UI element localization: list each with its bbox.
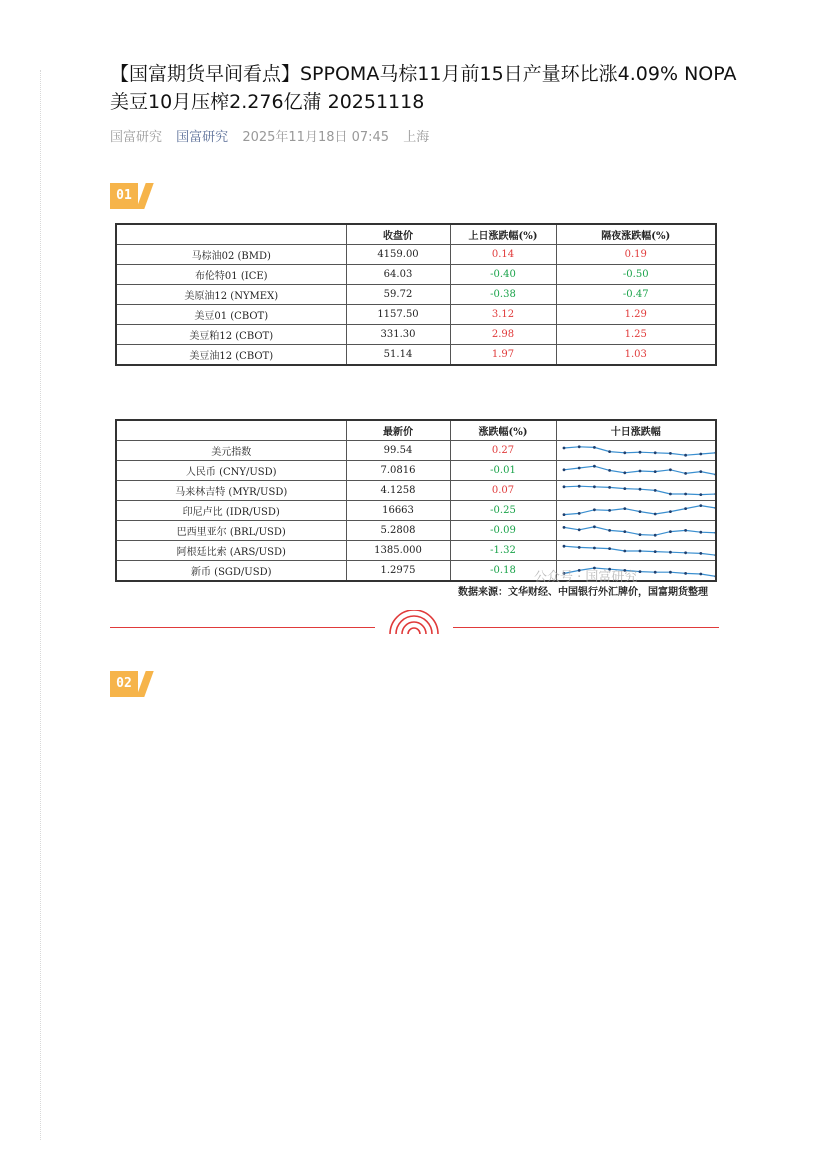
- sparkline-point: [577, 512, 580, 515]
- latest-price: 5.2808: [346, 521, 450, 541]
- column-header: [116, 224, 346, 245]
- sparkline-point: [684, 551, 687, 554]
- sparkline-point: [669, 468, 672, 471]
- change-percent: -0.18: [450, 561, 556, 582]
- currency-name: 印尼卢比 (IDR/USD): [116, 501, 346, 521]
- sparkline-point: [608, 486, 611, 489]
- instrument-name: 布伦特01 (ICE): [116, 265, 346, 285]
- badge-slash-decoration: [136, 671, 153, 697]
- instrument-name: 美豆01 (CBOT): [116, 305, 346, 325]
- change-percent: -0.09: [450, 521, 556, 541]
- sparkline-point: [699, 452, 702, 455]
- article-title: 【国富期货早间看点】SPPOMA马棕11月前15日产量环比涨4.09% NOPA美豆10月压榨2.276亿蒲 20251118: [110, 63, 737, 113]
- table-row: [116, 345, 716, 366]
- column-header: 最新价: [346, 420, 450, 441]
- change-percent: -0.25: [450, 501, 556, 521]
- sparkline-point: [608, 450, 611, 453]
- sparkline-point: [638, 533, 641, 536]
- latest-price: 4.1258: [346, 481, 450, 501]
- ten-day-sparkline: [561, 442, 717, 460]
- sparkline-point: [638, 450, 641, 453]
- section-badge-01: [110, 183, 156, 209]
- article-meta: [110, 126, 439, 145]
- table-row: [116, 305, 716, 325]
- sparkline-point: [638, 487, 641, 490]
- sparkline-point: [562, 446, 565, 449]
- latest-price: 99.54: [346, 441, 450, 461]
- ten-day-trend-cell: [556, 461, 716, 481]
- sparkline-point: [684, 572, 687, 575]
- section-number: 02: [110, 671, 138, 697]
- currency-name: 阿根廷比索 (ARS/USD): [116, 541, 346, 561]
- sparkline-point: [669, 550, 672, 553]
- sparkline-point: [699, 530, 702, 533]
- change-percent: 0.27: [450, 441, 556, 461]
- sparkline-point: [638, 549, 641, 552]
- ten-day-sparkline: [561, 542, 717, 560]
- sparkline-point: [714, 575, 716, 578]
- sparkline-point: [653, 451, 656, 454]
- instrument-name: 马棕油02 (BMD): [116, 245, 346, 265]
- section-number: 01: [110, 183, 138, 209]
- overnight-change: 1.29: [556, 305, 716, 325]
- sparkline-point: [653, 489, 656, 492]
- prev-day-change: -0.38: [450, 285, 556, 305]
- table-row: [116, 441, 716, 461]
- currency-name: 巴西里亚尔 (BRL/USD): [116, 521, 346, 541]
- sparkline-point: [714, 506, 716, 509]
- table-row: [116, 265, 716, 285]
- column-header: 收盘价: [346, 224, 450, 245]
- publish-location: 上海: [403, 130, 430, 145]
- sparkline-point: [593, 508, 596, 511]
- sparkline-point: [623, 530, 626, 533]
- table-row: [116, 325, 716, 345]
- overnight-change: -0.47: [556, 285, 716, 305]
- latest-price: 7.0816: [346, 461, 450, 481]
- sparkline-point: [623, 549, 626, 552]
- sparkline-point: [577, 528, 580, 531]
- latest-price: 16663: [346, 501, 450, 521]
- sparkline-point: [699, 552, 702, 555]
- currency-name: 新币 (SGD/USD): [116, 561, 346, 582]
- sparkline-point: [577, 546, 580, 549]
- overnight-change: 1.03: [556, 345, 716, 366]
- close-price: 1157.50: [346, 305, 450, 325]
- sparkline-point: [669, 570, 672, 573]
- table-row: [116, 245, 716, 265]
- ten-day-sparkline: [561, 502, 717, 520]
- prev-day-change: 2.98: [450, 325, 556, 345]
- sparkline-point: [669, 510, 672, 513]
- table-row: [116, 481, 716, 501]
- instrument-name: 美豆油12 (CBOT): [116, 345, 346, 366]
- change-percent: -0.01: [450, 461, 556, 481]
- sparkline-point: [577, 484, 580, 487]
- sparkline-point: [669, 530, 672, 533]
- data-source-note: 数据来源：文华财经、中国银行外汇牌价，国富期货整理: [458, 587, 708, 598]
- sparkline-point: [684, 453, 687, 456]
- sparkline-point: [699, 504, 702, 507]
- sparkline-point: [608, 509, 611, 512]
- sparkline-point: [623, 471, 626, 474]
- prev-day-change: 3.12: [450, 305, 556, 325]
- sparkline-point: [623, 451, 626, 454]
- sparkline-point: [714, 451, 716, 454]
- account-link[interactable]: 国富研究: [176, 130, 229, 145]
- close-price: 331.30: [346, 325, 450, 345]
- sparkline-point: [593, 546, 596, 549]
- instrument-name: 美豆粕12 (CBOT): [116, 325, 346, 345]
- ten-day-trend-cell: [556, 501, 716, 521]
- sparkline-point: [608, 547, 611, 550]
- table-row: [116, 541, 716, 561]
- sparkline-point: [562, 513, 565, 516]
- ten-day-trend-cell: [556, 521, 716, 541]
- ten-day-trend-cell: [556, 481, 716, 501]
- latest-price: 1385.000: [346, 541, 450, 561]
- sparkline-point: [684, 492, 687, 495]
- page-edge-guide: [40, 70, 41, 1140]
- close-price: 4159.00: [346, 245, 450, 265]
- sparkline-point: [714, 492, 716, 495]
- sparkline-point: [593, 485, 596, 488]
- prev-day-change: 0.14: [450, 245, 556, 265]
- cloud-ornament-icon: [388, 610, 440, 636]
- column-header: 十日涨跌幅: [556, 420, 716, 441]
- sparkline-point: [714, 473, 716, 476]
- table-header-row: [116, 224, 716, 245]
- sparkline-point: [684, 472, 687, 475]
- sparkline-point: [593, 525, 596, 528]
- sparkline-line: [564, 505, 716, 514]
- sparkline-point: [593, 446, 596, 449]
- sparkline-point: [714, 553, 716, 556]
- sparkline-point: [653, 550, 656, 553]
- ten-day-sparkline: [561, 462, 717, 480]
- prev-day-change: 1.97: [450, 345, 556, 366]
- sparkline-point: [562, 468, 565, 471]
- table-row: [116, 521, 716, 541]
- column-header: 涨跌幅(%): [450, 420, 556, 441]
- sparkline-point: [699, 493, 702, 496]
- commodity-table: [115, 223, 717, 366]
- sparkline-point: [669, 452, 672, 455]
- prev-day-change: -0.40: [450, 265, 556, 285]
- overnight-change: 0.19: [556, 245, 716, 265]
- ten-day-sparkline: [561, 522, 717, 540]
- currency-name: 美元指数: [116, 441, 346, 461]
- sparkline-point: [577, 445, 580, 448]
- overnight-change: -0.50: [556, 265, 716, 285]
- divider-left: [110, 627, 375, 628]
- sparkline-point: [562, 526, 565, 529]
- sparkline-point: [593, 464, 596, 467]
- sparkline-point: [638, 469, 641, 472]
- sparkline-point: [638, 570, 641, 573]
- sparkline-point: [577, 466, 580, 469]
- currency-name: 人民币 (CNY/USD): [116, 461, 346, 481]
- close-price: 51.14: [346, 345, 450, 366]
- table-row: [116, 501, 716, 521]
- sparkline-point: [623, 487, 626, 490]
- column-header: 上日涨跌幅(%): [450, 224, 556, 245]
- account-watermark: 公众号 · 国富研究: [534, 570, 638, 585]
- section-badge-02: [110, 671, 156, 697]
- sparkline-point: [653, 470, 656, 473]
- sparkline-point: [608, 529, 611, 532]
- column-header: 隔夜涨跌幅(%): [556, 224, 716, 245]
- sparkline-point: [653, 512, 656, 515]
- sparkline-point: [714, 531, 716, 534]
- sparkline-point: [608, 469, 611, 472]
- sparkline-point: [684, 529, 687, 532]
- divider-right: [453, 627, 719, 628]
- publish-datetime: 2025年11月18日 07:45: [242, 130, 390, 145]
- author-name: 国富研究: [110, 130, 163, 145]
- sparkline-point: [699, 470, 702, 473]
- instrument-name: 美原油12 (NYMEX): [116, 285, 346, 305]
- sparkline-point: [653, 533, 656, 536]
- sparkline-point: [638, 510, 641, 513]
- table-header-row: [116, 420, 716, 441]
- ten-day-trend-cell: [556, 541, 716, 561]
- ten-day-sparkline: [561, 482, 717, 500]
- badge-slash-decoration: [136, 183, 153, 209]
- currency-name: 马来林吉特 (MYR/USD): [116, 481, 346, 501]
- table-row: [116, 461, 716, 481]
- currency-table: [115, 419, 717, 582]
- sparkline-point: [669, 492, 672, 495]
- sparkline-point: [699, 572, 702, 575]
- sparkline-point: [684, 507, 687, 510]
- overnight-change: 1.25: [556, 325, 716, 345]
- sparkline-point: [653, 570, 656, 573]
- sparkline-point: [562, 485, 565, 488]
- latest-price: 1.2975: [346, 561, 450, 582]
- change-percent: -1.32: [450, 541, 556, 561]
- close-price: 64.03: [346, 265, 450, 285]
- sparkline-point: [562, 544, 565, 547]
- close-price: 59.72: [346, 285, 450, 305]
- ten-day-trend-cell: [556, 441, 716, 461]
- table-row: [116, 285, 716, 305]
- change-percent: 0.07: [450, 481, 556, 501]
- sparkline-point: [623, 507, 626, 510]
- column-header: [116, 420, 346, 441]
